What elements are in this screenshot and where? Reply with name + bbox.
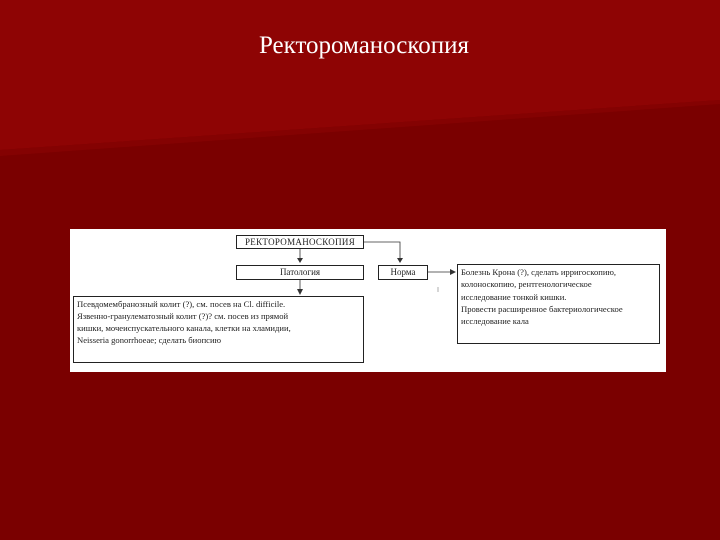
pathology-finding-line: Neisseria gonorrhoeae; сделать биопсию — [77, 335, 222, 345]
norm-finding-line: Провести расширенное бактериологическое — [461, 303, 623, 314]
pathology-findings-box — [73, 296, 364, 363]
pathology-finding-line: кишки, мочеиспускательного канала, клетки на хламидии, — [77, 323, 291, 333]
slide-title: Ректороманоскопия — [258, 32, 470, 59]
pathology-box: Патология — [236, 265, 364, 280]
norm-finding-line: Болезнь Крона (?), сделать ирригоскопию, — [461, 267, 617, 277]
norm-finding-line: колоноскопию, рентгенологическое — [461, 279, 592, 290]
norm-finding-line: исследование тонкой кишки. — [461, 291, 567, 302]
norm-findings-box — [457, 264, 660, 344]
pathology-finding-line: Псевдомембранозный колит (?), см. посев на Cl. difficile. — [77, 299, 286, 309]
pathology-finding-line: Язвенно-гранулематозный колит (?)? см. посев из прямой — [77, 311, 289, 321]
flowchart-panel — [70, 229, 666, 372]
norm-box: Норма — [378, 265, 428, 280]
norm-finding-line: исследование кала — [461, 316, 529, 327]
rectoromanoscopy-box: РЕКТОРОМАНОСКОПИЯ — [236, 235, 364, 249]
